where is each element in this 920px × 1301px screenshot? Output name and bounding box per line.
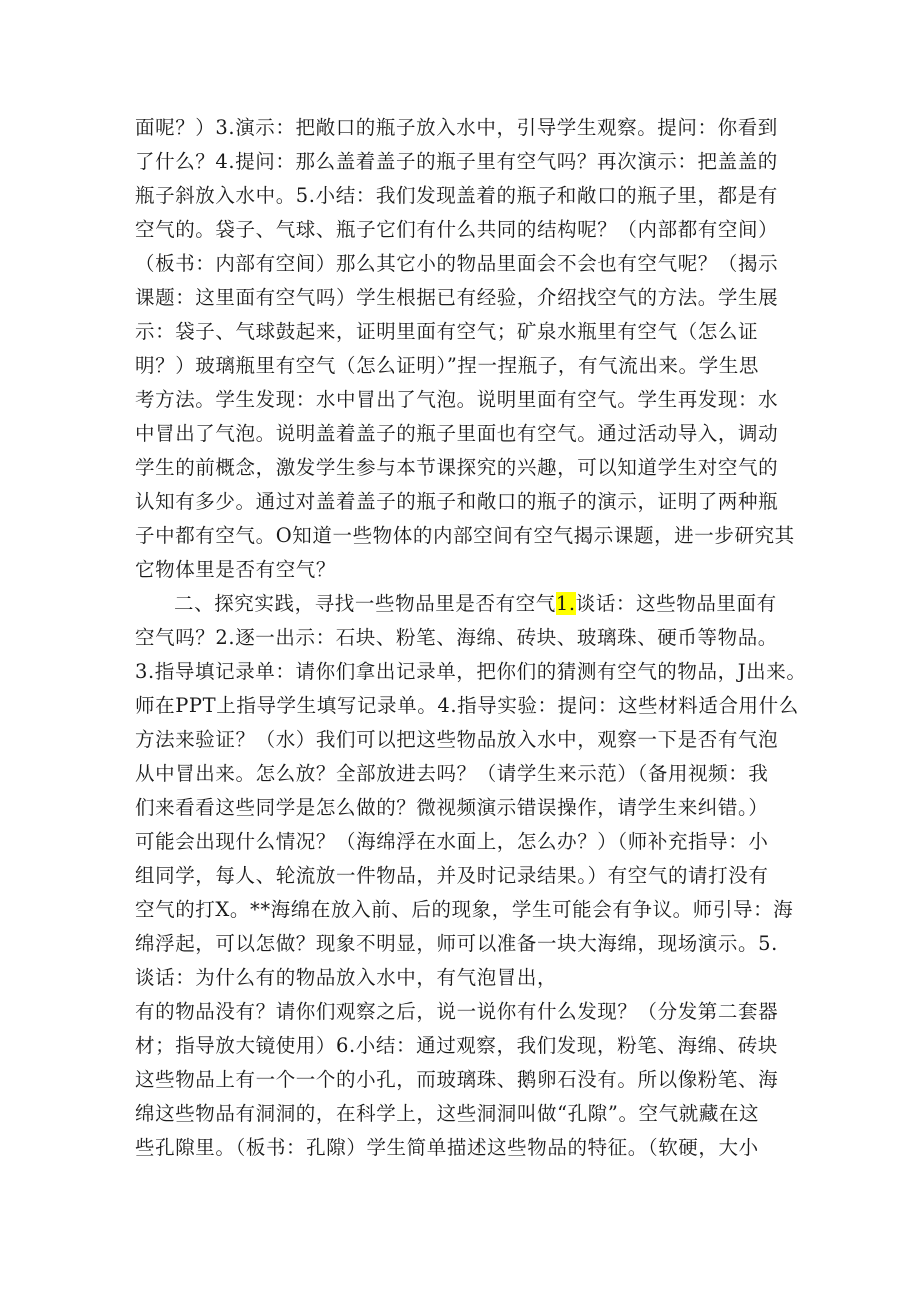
section-heading: 二、探究实践，寻找一些物品里是否有空气: [174, 592, 556, 615]
text-line: 空气的打X。**海绵在放入前、后的现象，学生可能会有争议。师引导：海: [135, 898, 794, 921]
text-line: 材；指导放大镜使用）6.小结：通过观察，我们发现，粉笔、海绵、砖块: [135, 1034, 778, 1057]
text-line: 示：袋子、气球鼓起来，证明里面有空气；矿泉水瓶里有空气（怎么证: [135, 320, 759, 343]
text-line: 了什么？4.提问：那么盖着盖子的瓶子里有空气吗？再次演示：把盖盖的: [135, 150, 778, 173]
text-line: 组同学，每人、轮流放一件物品，并及时记录结果。）有空气的请打没有: [135, 864, 769, 887]
text-line: 谈话：为什么有的物品放入水中，有气泡冒出，: [135, 966, 558, 989]
text-line: 子中都有空气。O知道一些物体的内部空间有空气揭示课题，进一步研究其: [135, 524, 795, 547]
text-line: 它物体里是否有空气？: [135, 558, 337, 581]
text-line: 们来看看这些同学是怎么做的？微视频演示错误操作，请学生来纠错。）: [135, 796, 769, 819]
text-line: 些孔隙里。（板书：孔隙）学生简单描述这些物品的特征。（软硬，大小: [135, 1136, 759, 1159]
text-line: 3.指导填记录单：请你们拿出记录单，把你们的猜测有空气的物品，J出来。: [135, 660, 807, 683]
section-heading-line: [174, 587, 794, 621]
text-line: 绵浮起，可以怎做？现象不明显，师可以准备一块大海绵，现场演示。5.: [135, 932, 778, 955]
text-line: 空气的。袋子、气球、瓶子它们有什么共同的结构呢？（内部都有空间）: [135, 218, 779, 241]
text-line: 可能会出现什么情况？（海绵浮在水面上，怎么办？）（师补充指导：小: [135, 830, 769, 853]
text-line: 课题：这里面有空气吗）学生根据已有经验，介绍找空气的方法。学生展: [135, 286, 779, 309]
text-span: 谈话：这些物品里面有: [575, 592, 777, 615]
text-line: 学生的前概念，激发学生参与本节课探究的兴趣，可以知道学生对空气的: [135, 456, 779, 479]
text-line: 空气吗？2.逐一出示：石块、粉笔、海绵、砖块、玻璃珠、硬币等物品。: [135, 626, 778, 649]
highlighted-number: 1.: [555, 592, 576, 615]
text-line: 有的物品没有？请你们观察之后，说一说你有什么发现？（分发第二套器: [135, 1000, 779, 1023]
text-line: （板书：内部有空间）那么其它小的物品里面会不会也有空气呢？（揭示: [135, 252, 779, 275]
text-line: 明？）玻璃瓶里有空气（怎么证明）”捏一捏瓶子，有气流出来。学生思: [135, 354, 759, 377]
text-line: 瓶子斜放入水中。5.小结：我们发现盖着的瓶子和敞口的瓶子里，都是有: [135, 184, 778, 207]
text-line: 中冒出了气泡。说明盖着盖子的瓶子里面也有空气。通过活动导入，调动: [135, 422, 779, 445]
text-line: 绵这些物品有洞洞的，在科学上，这些洞洞叫做“孔隙”。空气就藏在这: [135, 1102, 760, 1125]
text-line: 方法来验证？（水）我们可以把这些物品放入水中，观察一下是否有气泡: [135, 728, 779, 751]
text-line: 考方法。学生发现：水中冒出了气泡。说明里面有空气。学生再发现：水: [135, 388, 779, 411]
text-line: 认知有多少。通过对盖着盖子的瓶子和敞口的瓶子的演示，证明了两种瓶: [135, 490, 779, 513]
text-line: 从中冒出来。怎么放？全部放进去吗？（请学生来示范）（备用视频：我: [135, 762, 769, 785]
text-line: 师在PPT上指导学生填写记录单。4.指导实验：提问：这些材料适合用什么: [135, 694, 799, 717]
text-line: 面呢？）3.演示：把敞口的瓶子放入水中，引导学生观察。提问：你看到: [135, 116, 778, 139]
text-line: 这些物品上有一个一个的小孔，而玻璃珠、鹅卵石没有。所以像粉笔、海: [135, 1068, 779, 1091]
